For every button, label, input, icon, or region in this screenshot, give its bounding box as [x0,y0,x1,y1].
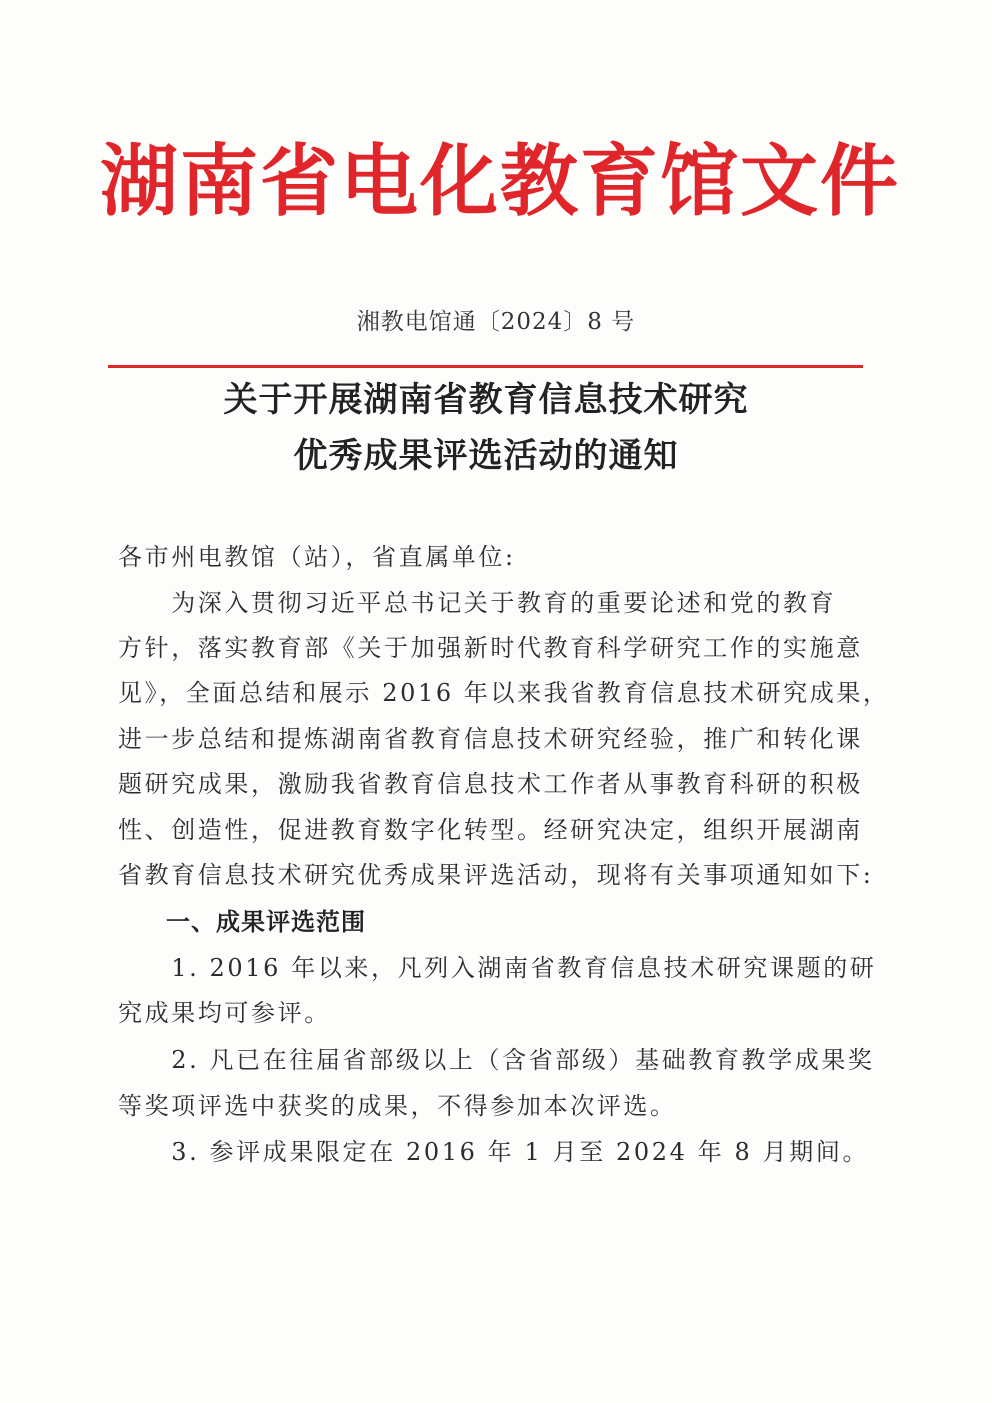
notice-title-line-2: 优秀成果评选活动的通知 [293,436,679,476]
section-heading: 一、成果评选范围 [166,908,366,936]
red-divider-line [108,365,863,368]
intro-line: 题研究成果，激励我省教育信息技术工作者从事教育科研的积极 [118,770,863,798]
intro-line: 方针，落实教育部《关于加强新时代教育科学研究工作的实施意 [118,634,863,662]
masthead-title: 湖南省电化教育馆文件 [100,137,901,227]
section-item-line: 究成果均可参评。 [118,999,331,1027]
intro-line: 为深入贯彻习近平总书记关于教育的重要论述和党的教育 [118,589,837,617]
section-item-line: 2. 凡已在往届省部级以上（含省部级）基础教育教学成果奖 [118,1046,875,1074]
salutation: 各市州电教馆（站），省直属单位: [118,543,516,571]
intro-line: 进一步总结和提炼湖南省教育信息技术研究经验，推广和转化课 [118,725,863,753]
notice-title-line-1: 关于开展湖南省教育信息技术研究 [223,380,749,420]
section-item-line: 等奖项评选中获奖的成果，不得参加本次评选。 [118,1092,677,1120]
document-number: 湘教电馆通〔2024〕8 号 [356,309,636,335]
section-item-line: 1. 2016 年以来，凡列入湖南省教育信息技术研究课题的研 [118,954,877,982]
intro-line: 省教育信息技术研究优秀成果评选活动，现将有关事项通知如下: [118,861,874,889]
intro-line: 性、创造性，促进教育数字化转型。经研究决定，组织开展湖南 [118,816,863,844]
section-item-line: 3. 参评成果限定在 2016 年 1 月至 2024 年 8 月期间。 [118,1138,870,1166]
intro-line: 见》，全面总结和展示 2016 年以来我省教育信息技术研究成果， [118,679,890,707]
